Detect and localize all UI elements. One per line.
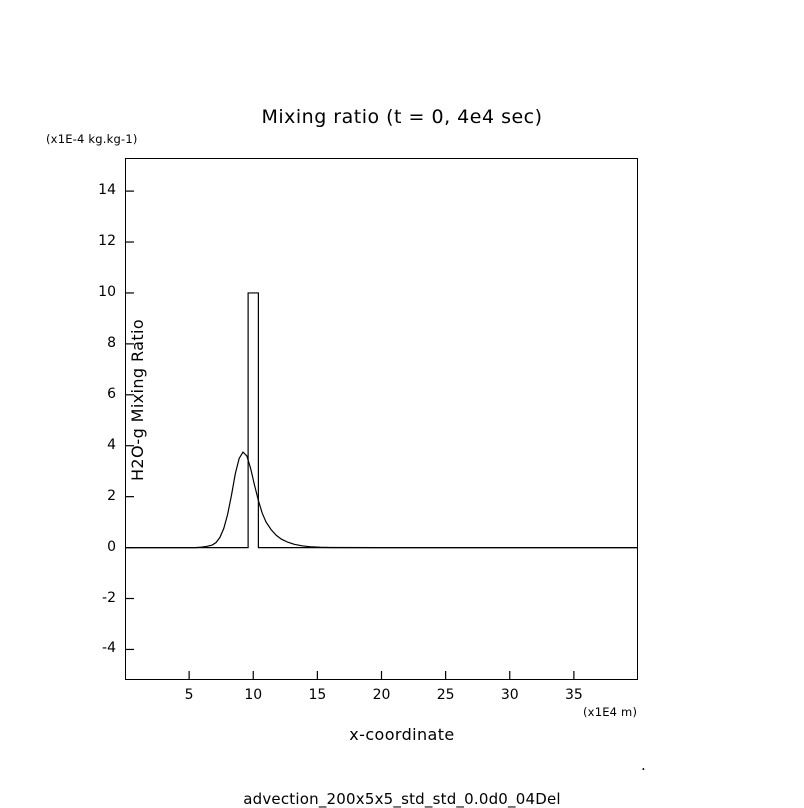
x-tick-label: 30	[500, 687, 519, 703]
x-tick-label: 10	[244, 687, 263, 703]
y-tick-label: 0	[107, 538, 116, 555]
x-tick-label: 35	[564, 687, 583, 703]
y-tick-label: 10	[98, 283, 116, 300]
x-tick-label: 15	[308, 687, 327, 703]
y-tick-label: 8	[107, 334, 116, 351]
x-tick-label: 25	[436, 687, 455, 703]
y-tick-label: 12	[98, 233, 116, 250]
x-tick-label: 20	[372, 687, 391, 703]
y-tick-label: 2	[107, 487, 116, 504]
x-axis-title: x-coordinate	[349, 725, 455, 744]
footer-dot: .	[641, 756, 646, 774]
chart-footer-caption: advection_200x5x5_std_std_0.0d0_04Del	[243, 790, 561, 808]
y-axis-unit-label: (x1E-4 kg.kg-1)	[46, 132, 138, 146]
y-tick-label: 4	[107, 436, 116, 453]
y-tick-label: -4	[102, 640, 116, 657]
series-line-0	[125, 293, 638, 548]
y-tick-label: 6	[107, 385, 116, 402]
series-line-1	[125, 452, 638, 547]
y-tick-label: -2	[102, 589, 116, 606]
chart-title: Mixing ratio (t = 0, 4e4 sec)	[261, 106, 543, 128]
y-axis-title: H2O-g Mixing Ratio	[128, 318, 147, 482]
y-tick-label: 14	[98, 182, 116, 199]
x-axis-unit-label: (x1E4 m)	[583, 705, 638, 719]
plot-series-layer	[125, 158, 638, 680]
x-tick-label: 5	[184, 687, 194, 703]
